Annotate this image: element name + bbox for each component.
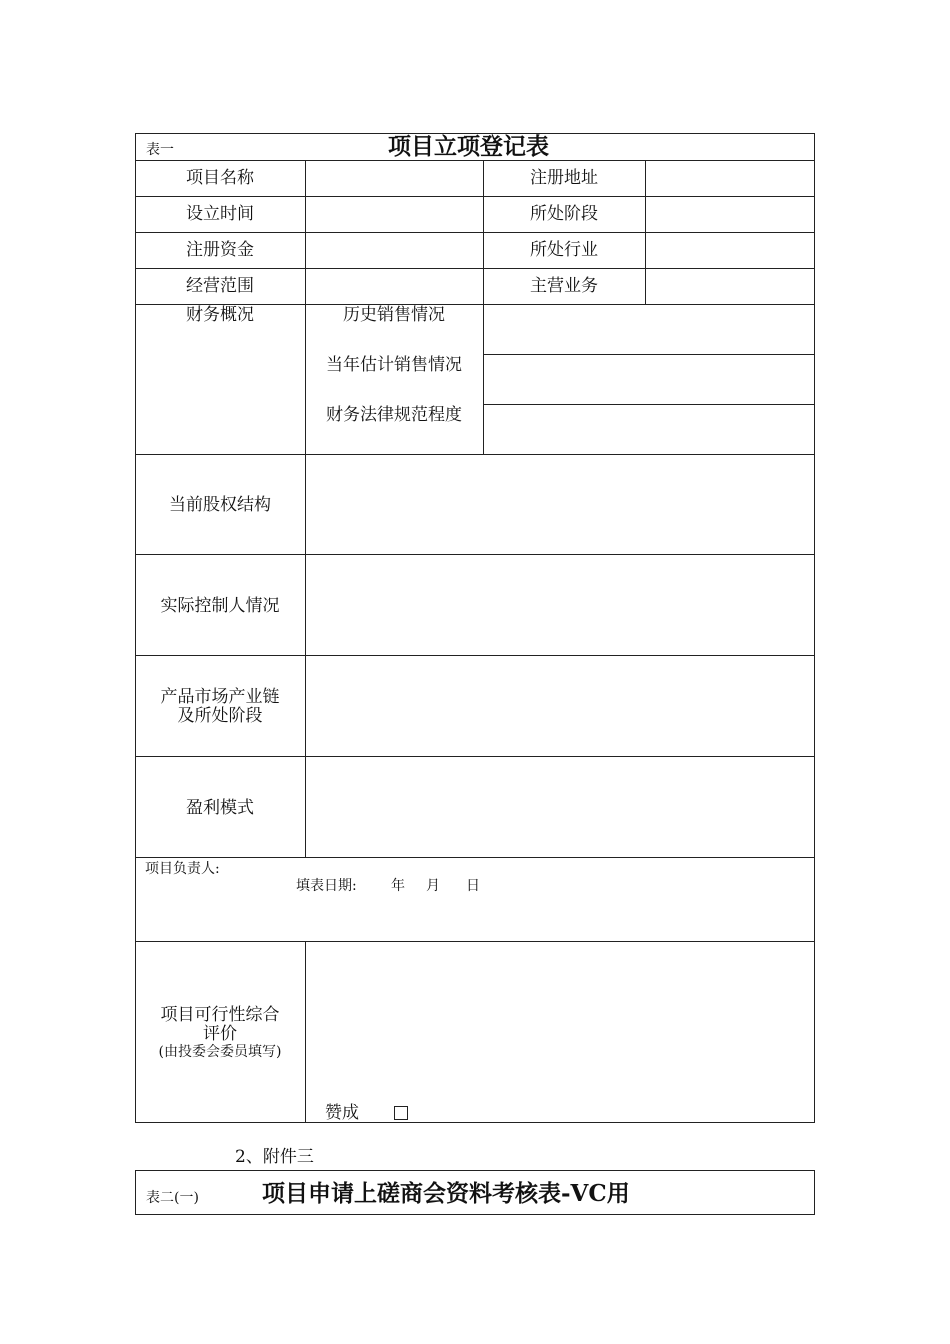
label-stage: 所处阶段	[530, 204, 598, 224]
label-product-line2: 及所处阶段	[177, 706, 263, 726]
table-prefix: 表一	[146, 142, 174, 158]
rule	[135, 857, 815, 858]
label-feasibility-1: 项目可行性综合	[160, 1005, 280, 1025]
rule	[135, 454, 815, 455]
label-month: 月	[426, 878, 440, 894]
rule	[135, 756, 815, 757]
label-project-name: 项目名称	[186, 168, 254, 188]
rule	[135, 655, 815, 656]
label-controller: 实际控制人情况	[160, 596, 280, 616]
label-industry: 所处行业	[530, 240, 598, 260]
label-feasibility-note: (由投委会委员填写)	[158, 1044, 282, 1060]
label-current-sales: 当年估计销售情况	[326, 355, 462, 375]
rule	[483, 404, 815, 405]
table-title: 项目立项登记表	[388, 133, 549, 160]
rule	[814, 133, 815, 1123]
table2-prefix: 表二(一)	[146, 1190, 199, 1206]
rule	[305, 160, 306, 857]
rule	[135, 554, 815, 555]
label-main-business: 主营业务	[530, 276, 598, 296]
label-business-scope: 经营范围	[186, 276, 254, 296]
label-equity: 当前股权结构	[169, 495, 271, 515]
approve-checkbox[interactable]	[394, 1106, 408, 1120]
label-product-line1: 产品市场产业链	[160, 687, 280, 707]
label-compliance: 财务法律规范程度	[326, 405, 462, 425]
label-fill-date: 填表日期:	[296, 878, 357, 894]
rule	[135, 232, 815, 233]
rule	[483, 354, 815, 355]
label-finance: 财务概况	[186, 305, 254, 325]
label-feasibility-2: 评价	[203, 1024, 237, 1044]
label-reg-capital: 注册资金	[186, 240, 254, 260]
label-profit-model: 盈利模式	[186, 798, 254, 818]
label-day: 日	[466, 878, 480, 894]
rule	[135, 1122, 815, 1123]
label-setup-time: 设立时间	[186, 204, 254, 224]
label-responsible: 项目负责人:	[145, 861, 220, 877]
label-history-sales: 历史销售情况	[343, 305, 445, 325]
table2-title: 项目申请上磋商会资料考核表-VC用	[262, 1180, 630, 1207]
rule	[645, 160, 646, 304]
rule	[135, 196, 815, 197]
label-reg-address: 注册地址	[530, 168, 598, 188]
rule	[135, 941, 815, 942]
label-year: 年	[391, 878, 405, 894]
attachment-label: 2、附件三	[235, 1147, 314, 1167]
rule	[135, 268, 815, 269]
rule	[305, 941, 306, 1122]
label-approve: 赞成	[325, 1103, 359, 1123]
